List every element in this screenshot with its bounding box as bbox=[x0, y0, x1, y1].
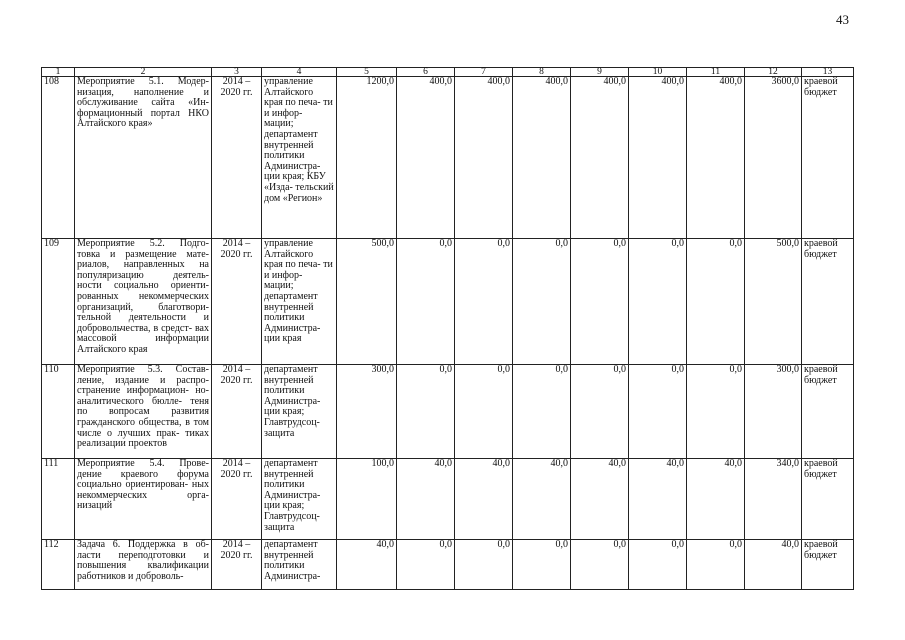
row-number: 109 bbox=[42, 239, 75, 365]
total-amount: 40,0 bbox=[745, 540, 802, 590]
column-header: 8 bbox=[513, 68, 571, 77]
table-row bbox=[42, 239, 854, 365]
column-header: 1 bbox=[42, 68, 75, 77]
funding-source: краевой бюджет bbox=[802, 365, 854, 459]
activity-name: Мероприятие 5.4. Прове- дение краевого форума социально ориентирован- ных некоммерческих орга- низаций bbox=[75, 459, 212, 540]
table-row bbox=[42, 459, 854, 540]
column-header: 4 bbox=[262, 68, 337, 77]
amount: 0,0 bbox=[687, 540, 745, 590]
page-number: 43 bbox=[836, 12, 849, 27]
column-header: 9 bbox=[571, 68, 629, 77]
executor: управление Алтайского края по печа- ти и инфор- мации; департамент внутренней политики Администра- ции края bbox=[262, 239, 337, 365]
program-budget-table bbox=[41, 67, 854, 590]
column-header: 11 bbox=[687, 68, 745, 77]
amount: 0,0 bbox=[397, 239, 455, 365]
row-number: 108 bbox=[42, 77, 75, 239]
amount: 0,0 bbox=[687, 239, 745, 365]
amount: 0,0 bbox=[571, 540, 629, 590]
executor: управление Алтайского края по печа- ти и инфор- мации; департамент внутренней политики Администра- ции края; КБУ «Изда- тельский дом «Регион» bbox=[262, 77, 337, 239]
amount: 0,0 bbox=[629, 365, 687, 459]
table-row bbox=[42, 540, 854, 590]
amount: 0,0 bbox=[513, 239, 571, 365]
total-amount: 500,0 bbox=[745, 239, 802, 365]
column-header: 6 bbox=[397, 68, 455, 77]
amount: 400,0 bbox=[687, 77, 745, 239]
activity-name: Мероприятие 5.2. Подго- товка и размещение мате- риалов, направленных на популяризацию деятель- ности социально ориенти- рованных некоммерческих организаций, благотвори- тельной деятельности и добровольчества, в средст- вах массовой информации Алтайского края bbox=[75, 239, 212, 365]
amount: 40,0 bbox=[629, 459, 687, 540]
column-header: 2 bbox=[75, 68, 212, 77]
column-header: 10 bbox=[629, 68, 687, 77]
funding-source: краевой бюджет bbox=[802, 77, 854, 239]
amount: 0,0 bbox=[571, 365, 629, 459]
amount: 0,0 bbox=[455, 239, 513, 365]
amount: 40,0 bbox=[571, 459, 629, 540]
table-row bbox=[42, 77, 854, 239]
amount: 400,0 bbox=[513, 77, 571, 239]
row-number: 110 bbox=[42, 365, 75, 459]
row-number: 111 bbox=[42, 459, 75, 540]
column-header: 3 bbox=[212, 68, 262, 77]
amount: 40,0 bbox=[337, 540, 397, 590]
amount: 400,0 bbox=[455, 77, 513, 239]
column-header: 13 bbox=[802, 68, 854, 77]
row-number: 112 bbox=[42, 540, 75, 590]
funding-source: краевой бюджет bbox=[802, 459, 854, 540]
table-row bbox=[42, 365, 854, 459]
executor: департамент внутренней политики Администра- bbox=[262, 540, 337, 590]
amount: 0,0 bbox=[629, 239, 687, 365]
amount: 40,0 bbox=[455, 459, 513, 540]
column-header: 7 bbox=[455, 68, 513, 77]
amount: 0,0 bbox=[397, 365, 455, 459]
amount: 40,0 bbox=[513, 459, 571, 540]
activity-name: Мероприятие 5.3. Состав- ление, издание и распро- странение информацион- но-аналитического бюлле- теня по вопросам развития гражданского общества, в том числе о лучших прак- тиках реализации проектов bbox=[75, 365, 212, 459]
funding-source: краевой бюджет bbox=[802, 239, 854, 365]
period: 2014 – 2020 гг. bbox=[212, 365, 262, 459]
executor: департамент внутренней политики Администра- ции края; Главтрудсоц- защита bbox=[262, 365, 337, 459]
amount: 300,0 bbox=[337, 365, 397, 459]
period: 2014 – 2020 гг. bbox=[212, 540, 262, 590]
period: 2014 – 2020 гг. bbox=[212, 239, 262, 365]
period: 2014 – 2020 гг. bbox=[212, 77, 262, 239]
total-amount: 300,0 bbox=[745, 365, 802, 459]
column-header: 12 bbox=[745, 68, 802, 77]
activity-name: Мероприятие 5.1. Модер- низация, наполнение и обслуживание сайта «Ин- формационный портал НКО Алтайского края» bbox=[75, 77, 212, 239]
amount: 500,0 bbox=[337, 239, 397, 365]
amount: 0,0 bbox=[513, 365, 571, 459]
total-amount: 340,0 bbox=[745, 459, 802, 540]
amount: 0,0 bbox=[571, 239, 629, 365]
executor: департамент внутренней политики Администра- ции края; Главтрудсоц- защита bbox=[262, 459, 337, 540]
amount: 0,0 bbox=[513, 540, 571, 590]
activity-name: Задача 6. Поддержка в об- ласти переподготовки и повышения квалификации работников и доброволь- bbox=[75, 540, 212, 590]
amount: 400,0 bbox=[629, 77, 687, 239]
amount: 400,0 bbox=[571, 77, 629, 239]
amount: 0,0 bbox=[629, 540, 687, 590]
column-header: 5 bbox=[337, 68, 397, 77]
amount: 0,0 bbox=[687, 365, 745, 459]
amount: 100,0 bbox=[337, 459, 397, 540]
amount: 0,0 bbox=[397, 540, 455, 590]
amount: 0,0 bbox=[455, 540, 513, 590]
total-amount: 3600,0 bbox=[745, 77, 802, 239]
amount: 0,0 bbox=[455, 365, 513, 459]
amount: 400,0 bbox=[397, 77, 455, 239]
amount: 1200,0 bbox=[337, 77, 397, 239]
funding-source: краевой бюджет bbox=[802, 540, 854, 590]
amount: 40,0 bbox=[397, 459, 455, 540]
period: 2014 – 2020 гг. bbox=[212, 459, 262, 540]
amount: 40,0 bbox=[687, 459, 745, 540]
